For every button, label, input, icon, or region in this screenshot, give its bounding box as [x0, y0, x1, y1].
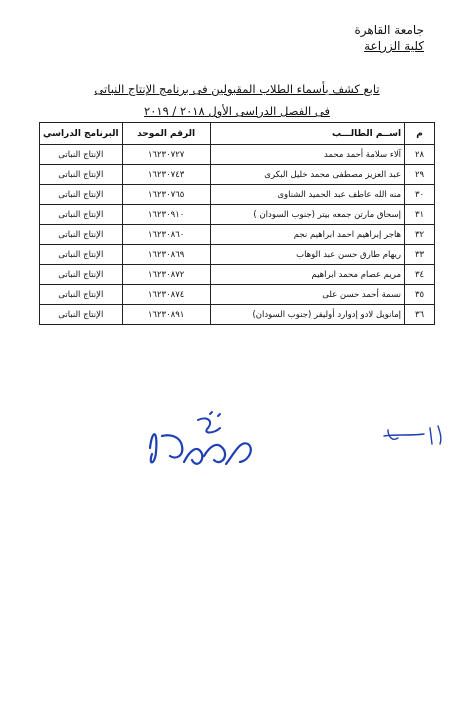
header-program: البرنامج الدراسي [40, 123, 123, 145]
row-program: الإنتاج النباتى [40, 145, 123, 165]
table-row [40, 285, 435, 305]
row-id: ١٦٢٣٠٨٩١ [122, 305, 210, 325]
university-name: جامعة القاهرة [354, 23, 424, 37]
row-program: الإنتاج النباتى [40, 205, 123, 225]
row-no: ٣٤ [405, 265, 435, 285]
row-name: ريهام طارق حسن عبد الوهاب [210, 245, 404, 265]
row-no: ٣٠ [405, 185, 435, 205]
row-no: ٣١ [405, 205, 435, 225]
row-name: إسحاق مارتن جمعه بيتر (جنوب السودان ) [210, 205, 404, 225]
handwritten-mark [380, 420, 450, 450]
row-name: عبد العزيز مصطفى محمد خليل البكرى [210, 165, 404, 185]
row-program: الإنتاج النباتى [40, 165, 123, 185]
row-no: ٢٨ [405, 145, 435, 165]
row-name: إمانويل لادو إدوارد أوليفر (جنوب السودان) [210, 305, 404, 325]
row-program: الإنتاج النباتى [40, 305, 123, 325]
table-row [40, 305, 435, 325]
table-row [40, 265, 435, 285]
row-program: الإنتاج النباتى [40, 265, 123, 285]
faculty-name: كلية الزراعة [364, 39, 424, 53]
row-id: ١٦٢٣٠٧٤٣ [122, 165, 210, 185]
table-row [40, 165, 435, 185]
handwritten-signature [140, 410, 280, 490]
document-titles [40, 80, 434, 120]
header-name: اســم الطالـــب [210, 123, 404, 145]
row-name: منه الله عاطف عبد الحميد الشناوى [210, 185, 404, 205]
header-id: الرقم الموحد [122, 123, 210, 145]
table-header-row [40, 123, 435, 145]
row-no: ٣٥ [405, 285, 435, 305]
row-program: الإنتاج النباتى [40, 185, 123, 205]
row-no: ٣٦ [405, 305, 435, 325]
row-id: ١٦٢٣٠٨٦٩ [122, 245, 210, 265]
table-row [40, 205, 435, 225]
header-no: م [405, 123, 435, 145]
row-id: ١٦٢٣٠٨٧٢ [122, 265, 210, 285]
row-name: آلاء سلامة أحمد محمد [210, 145, 404, 165]
row-id: ١٦٢٣٠٩١٠ [122, 205, 210, 225]
table-row [40, 245, 435, 265]
row-id: ١٦٢٣٠٨٦٠ [122, 225, 210, 245]
table-row [40, 185, 435, 205]
row-id: ١٦٢٣٠٧٢٧ [122, 145, 210, 165]
document-title: تابع كشف بأسماء الطلاب المقبولين فى برنامج الإنتاج النباتى [94, 82, 380, 96]
table-row [40, 145, 435, 165]
row-name: مريم عصام محمد ابراهيم [210, 265, 404, 285]
students-table [39, 122, 435, 325]
row-id: ١٦٢٣٠٧٦٥ [122, 185, 210, 205]
row-program: الإنتاج النباتى [40, 225, 123, 245]
row-no: ٣٢ [405, 225, 435, 245]
row-program: الإنتاج النباتى [40, 245, 123, 265]
row-id: ١٦٢٣٠٨٧٤ [122, 285, 210, 305]
row-name: هاجر إبراهيم احمد ابراهيم نجم [210, 225, 404, 245]
row-no: ٢٩ [405, 165, 435, 185]
row-program: الإنتاج النباتى [40, 285, 123, 305]
document-header [355, 22, 425, 54]
table-row [40, 225, 435, 245]
row-name: نسمة أحمد حسن على [210, 285, 404, 305]
row-no: ٣٣ [405, 245, 435, 265]
semester-title: فى الفصل الدراسى الأول ٢٠١٨ / ٢٠١٩ [144, 104, 330, 118]
